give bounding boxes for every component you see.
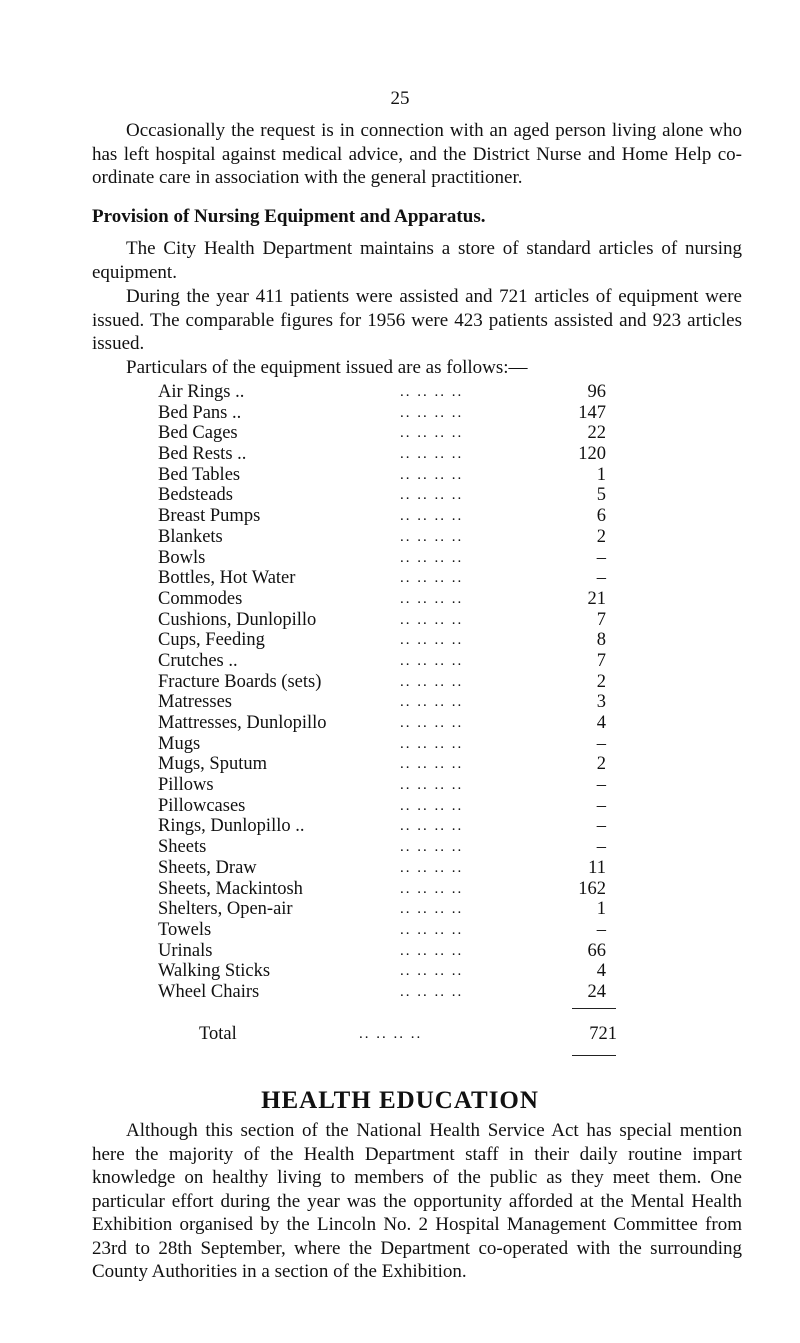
leader-dots: .. .. .. .. [400,921,464,938]
item-label: Matresses [158,692,232,713]
item-value: 120 [578,444,606,465]
item-label: Mugs [158,733,201,754]
item-label: Bed Tables [158,464,241,485]
item-value: 7 [596,609,606,630]
item-label: Bed Pans .. [158,402,242,423]
item-label: Fracture Boards (sets) [158,671,322,692]
leader-dots: .. .. .. .. [400,797,464,814]
leader-dots: .. .. .. .. [400,404,464,421]
item-value: 1 [596,899,606,920]
item-value: 3 [596,692,606,713]
table-row [158,734,618,755]
table-row [158,816,618,837]
leader-dots: .. .. .. .. [400,859,464,876]
item-label: Breast Pumps [158,506,261,527]
item-value: 6 [596,506,606,527]
item-label: Mattresses, Dunlopillo [158,713,327,733]
table-row [158,899,618,920]
table-row [158,961,618,982]
table-row [158,713,618,734]
item-value: 2 [596,671,606,692]
table-row [158,982,618,1003]
table-row [158,692,618,713]
leader-dots: .. .. .. .. [400,549,464,566]
item-value: 11 [588,857,606,878]
leader-dots: .. .. .. .. [400,942,464,959]
table-row [158,403,618,424]
table-row [158,879,618,900]
health-education-title: HEALTH EDUCATION [261,1087,539,1114]
table-row [158,672,618,693]
leader-dots: .. .. .. .. [400,466,464,483]
table-row [158,920,618,941]
item-value: 2 [596,526,606,547]
item-value: 4 [596,961,606,982]
item-label: Sheets, Draw [158,857,257,878]
intro-paragraph: Occasionally the request is in connection with an aged person living alone who has left hospital against medical advice, and the District Nurse and Home Help co-ordinate care in association with the general practitioner. [92,120,742,188]
table-row [158,754,618,775]
leader-dots: .. .. .. .. [400,611,464,628]
leader-dots: .. .. .. .. [400,487,464,504]
item-label: Shelters, Open-air [158,899,293,920]
item-value: 66 [587,940,606,961]
table-row [158,423,618,444]
year-paragraph: During the year 411 patients were assisted and 721 articles of equipment were issued. The comparable figures for 1956 were 423 patients assisted and 923 articles issued. [92,286,742,354]
item-label: Wheel Chairs [158,981,260,1002]
item-value: 22 [587,423,606,444]
item-value: 1 [596,464,606,485]
item-value: – [596,795,606,816]
leader-dots: .. .. .. .. [400,570,464,587]
total-leader-dots: .. .. .. .. [359,1026,423,1042]
table-row [158,527,618,548]
total-value: 721 [589,1024,617,1044]
table-row [158,465,618,486]
leader-dots: .. .. .. .. [400,632,464,649]
item-value: – [596,568,606,589]
item-label: Urinals [158,940,213,961]
total-label: Total [199,1024,237,1044]
item-value: – [596,547,606,568]
equipment-table [158,382,618,1003]
item-label: Cups, Feeding [158,630,265,651]
leader-dots: .. .. .. .. [400,508,464,525]
leader-dots: .. .. .. .. [400,715,464,731]
leader-dots: .. .. .. .. [400,425,464,442]
table-row [158,589,618,610]
table-row [158,651,618,672]
leader-dots: .. .. .. .. [400,528,464,545]
leader-dots: .. .. .. .. [400,963,464,980]
table-row [158,382,618,403]
leader-dots: .. .. .. .. [400,756,464,773]
table-row [158,630,618,651]
item-label: Sheets [158,837,207,858]
item-value: – [596,816,606,837]
leader-dots: .. .. .. .. [400,818,464,835]
item-value: 96 [587,382,606,402]
item-label: Bed Rests .. [158,444,247,465]
table-row [158,610,618,631]
leader-dots: .. .. .. .. [400,777,464,794]
total-row [199,1023,618,1045]
item-label: Sheets, Mackintosh [158,878,303,899]
table-row [158,858,618,879]
leader-dots: .. .. .. .. [400,694,464,711]
leader-dots: .. .. .. .. [400,590,464,607]
leader-dots: .. .. .. .. [400,839,464,856]
item-label: Mugs, Sputum [158,754,267,775]
page-number: 25 [390,88,410,109]
item-value: – [596,775,606,796]
item-label: Towels [158,919,212,940]
leader-dots: .. .. .. .. [400,735,464,752]
section-heading: Provision of Nursing Equipment and Apparatus. [92,206,486,227]
table-row [158,485,618,506]
total-rule-top [572,1008,616,1009]
table-row [158,796,618,817]
table-row [158,548,618,569]
item-value: 2 [596,754,606,775]
table-row [158,506,618,527]
item-label: Air Rings .. [158,382,245,402]
table-row [158,444,618,465]
leader-dots: .. .. .. .. [400,880,464,897]
item-label: Cushions, Dunlopillo [158,609,317,630]
total-rule-bottom [572,1055,616,1056]
leader-dots: .. .. .. .. [400,901,464,918]
item-label: Bowls [158,547,206,568]
item-label: Commodes [158,588,243,609]
table-row [158,775,618,796]
health-education-paragraph: Although this section of the National Health Service Act has special mention here the majority of the Health Department staff in their daily routine impart knowledge on healthy living to members of the public as they meet them. One particular effort during the year was the opportunity afforded at the Mental Health Exhibition organised by the Lincoln No. 2 Hospital Management Committee from 23rd to 28th September, where the Department co-operated with the surrounding County Authorities in a section of the Exhibition. [92,1120,742,1282]
table-row [158,837,618,858]
item-value: 147 [578,402,606,423]
item-value: 162 [578,878,606,899]
item-label: Pillowcases [158,795,246,816]
item-value: 24 [587,981,606,1002]
item-value: 4 [596,713,606,733]
item-label: Bedsteads [158,485,234,506]
item-label: Bed Cages [158,423,238,444]
store-paragraph: The City Health Department maintains a store of standard articles of nursing equipment. [92,238,742,283]
item-label: Pillows [158,775,214,796]
leader-dots: .. .. .. .. [400,673,464,690]
item-label: Rings, Dunlopillo .. [158,816,305,837]
leader-dots: .. .. .. .. [400,446,464,463]
leader-dots: .. .. .. .. [400,384,464,400]
item-label: Crutches .. [158,650,238,671]
leader-dots: .. .. .. .. [400,652,464,669]
item-value: 7 [596,650,606,671]
particulars-paragraph: Particulars of the equipment issued are as follows:— [126,357,528,378]
item-label: Walking Sticks [158,961,271,982]
item-value: – [596,919,606,940]
item-label: Blankets [158,526,223,547]
item-value: 21 [587,588,606,609]
item-value: 5 [596,485,606,506]
leader-dots: .. .. .. .. [400,983,464,1000]
table-row [158,568,618,589]
item-value: – [596,837,606,858]
table-row [158,941,618,962]
item-value: 8 [596,630,606,651]
item-label: Bottles, Hot Water [158,568,296,589]
item-value: – [596,733,606,754]
